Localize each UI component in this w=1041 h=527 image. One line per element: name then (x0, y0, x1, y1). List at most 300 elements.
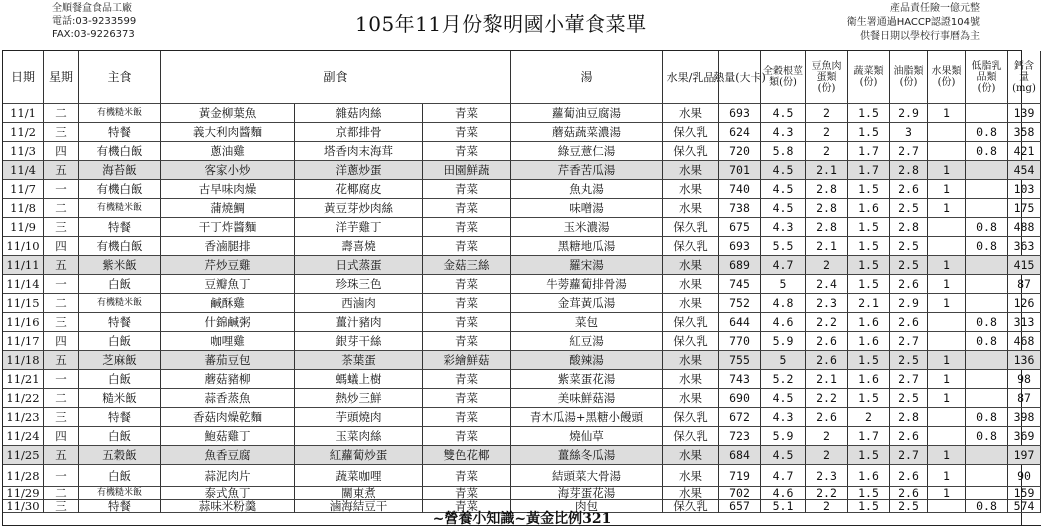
cell-calcium: 136 (1008, 351, 1041, 370)
cell-grain: 4.5 (761, 389, 806, 408)
cell-fruit: 水果 (663, 104, 719, 123)
cell-weekday: 五 (44, 351, 79, 370)
cell-milk: 0.8 (966, 427, 1008, 446)
cell-protein: 2.6 (806, 408, 848, 427)
cell-side-2: 雜菇肉絲 (295, 104, 423, 123)
cell-date: 11/2 (3, 123, 44, 142)
cell-kcal: 702 (719, 487, 761, 500)
cell-date: 11/28 (3, 465, 44, 487)
cell-side-1: 干丁炸醬麵 (161, 218, 295, 237)
cell-fruit-serving: 1 (928, 389, 966, 408)
cell-calcium: 87 (1008, 275, 1041, 294)
cell-kcal: 755 (719, 351, 761, 370)
cell-fruit: 水果 (663, 370, 719, 389)
cell-weekday: 一 (44, 180, 79, 199)
cell-milk: 0.8 (966, 123, 1008, 142)
cell-protein: 2 (806, 256, 848, 275)
note-insurance: 產品責任險一億元整 (890, 3, 980, 14)
cell-weekday: 三 (44, 408, 79, 427)
cell-side-1: 蒜味米粉羹 (161, 500, 295, 513)
cell-kcal: 693 (719, 104, 761, 123)
cell-soup: 綠豆薏仁湯 (511, 142, 663, 161)
header (0, 0, 1024, 50)
cell-protein: 2.2 (806, 389, 848, 408)
cell-main: 糙米飯 (79, 389, 161, 408)
cell-veg: 1.5 (848, 218, 890, 237)
col-header-protein: 豆魚肉蛋類(份) (806, 51, 848, 104)
cell-fruit: 水果 (663, 161, 719, 180)
cell-main: 芝麻飯 (79, 351, 161, 370)
cell-protein: 2.8 (806, 199, 848, 218)
cell-side-2: 洋蔥炒蛋 (295, 161, 423, 180)
cell-weekday: 一 (44, 370, 79, 389)
cell-fruit-serving: 1 (928, 294, 966, 313)
cell-milk: 0.8 (966, 408, 1008, 427)
cell-fruit: 水果 (663, 351, 719, 370)
cell-side-2: 黃豆芽炒肉絲 (295, 199, 423, 218)
col-header-soup: 湯 (511, 51, 663, 104)
cell-soup: 菜包 (511, 313, 663, 332)
col-header-weekday: 星期 (44, 51, 79, 104)
cell-date: 11/29 (3, 487, 44, 500)
cell-side-3: 青菜 (423, 104, 511, 123)
cell-soup: 肉包 (511, 500, 663, 513)
cell-date: 11/9 (3, 218, 44, 237)
company-fax: FAX:03-9226373 (52, 29, 135, 40)
cell-oil: 2.8 (890, 408, 928, 427)
cell-side-3: 青菜 (423, 500, 511, 513)
cell-soup: 芹香苦瓜湯 (511, 161, 663, 180)
cell-milk (966, 465, 1008, 487)
cell-fruit-serving (928, 427, 966, 446)
cell-side-2: 塔香肉末海茸 (295, 142, 423, 161)
cell-side-3: 青菜 (423, 142, 511, 161)
cell-soup: 海芽蛋花湯 (511, 487, 663, 500)
cell-protein: 2 (806, 123, 848, 142)
cell-grain: 4.6 (761, 313, 806, 332)
cell-side-3: 青菜 (423, 408, 511, 427)
cell-protein: 2.4 (806, 275, 848, 294)
col-header-fruit: 水果/乳品 (663, 51, 719, 104)
cell-soup: 紫菜蛋花湯 (511, 370, 663, 389)
cell-oil: 2.9 (890, 104, 928, 123)
cell-grain: 5.2 (761, 370, 806, 389)
cell-oil: 2.5 (890, 199, 928, 218)
cell-kcal: 701 (719, 161, 761, 180)
cell-side-3: 青菜 (423, 237, 511, 256)
cell-side-1: 豆瓣魚丁 (161, 275, 295, 294)
cell-kcal: 770 (719, 332, 761, 351)
cell-oil: 2.7 (890, 446, 928, 465)
cell-grain: 5.5 (761, 237, 806, 256)
cell-calcium: 398 (1008, 408, 1041, 427)
cell-veg: 1.6 (848, 370, 890, 389)
cell-date: 11/22 (3, 389, 44, 408)
cell-date: 11/17 (3, 332, 44, 351)
cell-veg: 1.5 (848, 104, 890, 123)
cell-main: 有機白飯 (79, 142, 161, 161)
cell-oil: 2.6 (890, 180, 928, 199)
cell-side-1: 蒲燒鯛 (161, 199, 295, 218)
cell-main: 白飯 (79, 465, 161, 487)
cell-grain: 5.8 (761, 142, 806, 161)
cell-side-2: 玉菜肉絲 (295, 427, 423, 446)
cell-calcium: 90 (1008, 465, 1041, 487)
cell-oil: 2.8 (890, 218, 928, 237)
col-header-main: 主食 (79, 51, 161, 104)
cell-date: 11/16 (3, 313, 44, 332)
cell-soup: 魚丸湯 (511, 180, 663, 199)
cell-weekday: 一 (44, 275, 79, 294)
company-name: 全順餐盒食品工廠 (52, 3, 132, 14)
cell-oil: 2.7 (890, 332, 928, 351)
cell-fruit: 保久乳 (663, 218, 719, 237)
cell-soup: 黑糖地瓜湯 (511, 237, 663, 256)
cell-fruit: 水果 (663, 446, 719, 465)
cell-main: 特餐 (79, 123, 161, 142)
cell-fruit-serving (928, 332, 966, 351)
cell-soup: 味噌湯 (511, 199, 663, 218)
cell-grain: 4.6 (761, 487, 806, 500)
cell-grain: 4.5 (761, 199, 806, 218)
cell-weekday: 五 (44, 446, 79, 465)
cell-milk (966, 294, 1008, 313)
notes (847, 2, 980, 44)
cell-calcium: 415 (1008, 256, 1041, 275)
cell-fruit: 水果 (663, 465, 719, 487)
cell-weekday: 二 (44, 199, 79, 218)
cell-veg: 1.5 (848, 123, 890, 142)
cell-weekday: 四 (44, 427, 79, 446)
note-schedule: 供餐日期以學校行事曆為主 (860, 31, 980, 42)
cell-grain: 5 (761, 275, 806, 294)
cell-side-3: 彩繪鮮菇 (423, 351, 511, 370)
cell-oil: 2.7 (890, 370, 928, 389)
cell-fruit: 保久乳 (663, 123, 719, 142)
cell-main: 白飯 (79, 370, 161, 389)
cell-veg: 1.7 (848, 142, 890, 161)
col-header-side: 副食 (161, 51, 511, 104)
col-header-veg: 蔬菜類(份) (848, 51, 890, 104)
cell-kcal: 723 (719, 427, 761, 446)
cell-fruit: 水果 (663, 389, 719, 408)
cell-veg: 1.6 (848, 313, 890, 332)
cell-veg: 1.6 (848, 199, 890, 218)
cell-milk (966, 199, 1008, 218)
cell-weekday: 四 (44, 332, 79, 351)
cell-date: 11/24 (3, 427, 44, 446)
cell-fruit: 保久乳 (663, 142, 719, 161)
cell-grain: 4.3 (761, 408, 806, 427)
cell-main: 海苔飯 (79, 161, 161, 180)
cell-calcium: 313 (1008, 313, 1041, 332)
cell-side-2: 壽喜燒 (295, 237, 423, 256)
cell-oil: 3 (890, 123, 928, 142)
cell-milk: 0.8 (966, 332, 1008, 351)
cell-kcal: 738 (719, 199, 761, 218)
cell-soup: 結頭菜大骨湯 (511, 465, 663, 487)
cell-date: 11/23 (3, 408, 44, 427)
cell-fruit-serving: 1 (928, 446, 966, 465)
cell-soup: 青木瓜湯+黑糖小饅頭 (511, 408, 663, 427)
cell-side-1: 古早味肉燥 (161, 180, 295, 199)
cell-oil: 2.6 (890, 427, 928, 446)
cell-side-3: 青菜 (423, 427, 511, 446)
cell-veg: 1.6 (848, 332, 890, 351)
cell-soup: 美味鮮菇湯 (511, 389, 663, 408)
cell-side-3: 青菜 (423, 275, 511, 294)
cell-side-1: 咖哩雞 (161, 332, 295, 351)
cell-kcal: 745 (719, 275, 761, 294)
cell-main: 有機糙米飯 (79, 104, 161, 123)
cell-milk: 0.8 (966, 313, 1008, 332)
note-haccp: 衛生署通過HACCP認證104號 (846, 17, 980, 28)
company-phone: 電話:03-9233599 (52, 16, 137, 27)
cell-weekday: 一 (44, 465, 79, 487)
cell-milk: 0.8 (966, 142, 1008, 161)
cell-oil: 2.5 (890, 237, 928, 256)
footer-tip: ~營養小知識~黃金比例321 (3, 513, 1041, 526)
cell-fruit: 保久乳 (663, 237, 719, 256)
cell-date: 11/8 (3, 199, 44, 218)
cell-protein: 2.3 (806, 294, 848, 313)
cell-protein: 2.6 (806, 351, 848, 370)
cell-side-2: 螞蟻上樹 (295, 370, 423, 389)
cell-veg: 2.1 (848, 294, 890, 313)
cell-date: 11/21 (3, 370, 44, 389)
cell-fruit: 保久乳 (663, 427, 719, 446)
cell-calcium: 363 (1008, 237, 1041, 256)
cell-weekday: 二 (44, 487, 79, 500)
cell-date: 11/10 (3, 237, 44, 256)
cell-oil: 2.5 (890, 256, 928, 275)
cell-milk (966, 446, 1008, 465)
cell-milk (966, 370, 1008, 389)
cell-fruit: 保久乳 (663, 500, 719, 513)
cell-milk (966, 161, 1008, 180)
cell-side-1: 鮑菇雞丁 (161, 427, 295, 446)
cell-fruit: 保久乳 (663, 408, 719, 427)
cell-side-1: 蘑菇豬柳 (161, 370, 295, 389)
cell-kcal: 689 (719, 256, 761, 275)
cell-milk: 0.8 (966, 218, 1008, 237)
cell-veg: 1.5 (848, 275, 890, 294)
cell-soup: 蘑菇蔬菜濃湯 (511, 123, 663, 142)
cell-oil: 2.6 (890, 313, 928, 332)
cell-side-3: 金菇三絲 (423, 256, 511, 275)
cell-calcium: 574 (1008, 500, 1041, 513)
cell-grain: 4.7 (761, 465, 806, 487)
cell-weekday: 三 (44, 218, 79, 237)
cell-side-2: 西滷肉 (295, 294, 423, 313)
cell-grain: 5 (761, 351, 806, 370)
cell-calcium: 358 (1008, 123, 1041, 142)
cell-fruit: 水果 (663, 180, 719, 199)
cell-side-2: 茶葉蛋 (295, 351, 423, 370)
cell-fruit-serving (928, 142, 966, 161)
cell-fruit-serving: 1 (928, 161, 966, 180)
cell-veg: 1.5 (848, 487, 890, 500)
cell-fruit-serving: 1 (928, 256, 966, 275)
cell-oil: 2.9 (890, 294, 928, 313)
cell-main: 有機糙米飯 (79, 487, 161, 500)
cell-main: 白飯 (79, 332, 161, 351)
cell-date: 11/11 (3, 256, 44, 275)
cell-fruit-serving (928, 237, 966, 256)
cell-side-2: 關東煮 (295, 487, 423, 500)
cell-main: 特餐 (79, 500, 161, 513)
cell-protein: 2.8 (806, 218, 848, 237)
cell-veg: 1.5 (848, 351, 890, 370)
cell-side-3: 青菜 (423, 370, 511, 389)
cell-date: 11/15 (3, 294, 44, 313)
cell-oil: 2.5 (890, 389, 928, 408)
cell-fruit-serving (928, 500, 966, 513)
cell-oil: 2.8 (890, 161, 928, 180)
cell-veg: 1.5 (848, 180, 890, 199)
cell-kcal: 690 (719, 389, 761, 408)
cell-date: 11/4 (3, 161, 44, 180)
cell-side-2: 熱炒三鮮 (295, 389, 423, 408)
cell-main: 白飯 (79, 275, 161, 294)
cell-protein: 2.3 (806, 465, 848, 487)
cell-calcium: 126 (1008, 294, 1041, 313)
cell-side-3: 雙色花椰 (423, 446, 511, 465)
cell-soup: 燒仙草 (511, 427, 663, 446)
cell-side-3: 青菜 (423, 332, 511, 351)
cell-fruit-serving: 1 (928, 180, 966, 199)
cell-weekday: 五 (44, 256, 79, 275)
cell-veg: 1.5 (848, 446, 890, 465)
cell-soup: 金茸黃瓜湯 (511, 294, 663, 313)
cell-calcium: 87 (1008, 389, 1041, 408)
cell-protein: 2 (806, 446, 848, 465)
cell-protein: 2.1 (806, 370, 848, 389)
cell-grain: 5.9 (761, 332, 806, 351)
cell-date: 11/14 (3, 275, 44, 294)
cell-side-2: 芋頭燒肉 (295, 408, 423, 427)
cell-side-1: 蕃茄豆包 (161, 351, 295, 370)
cell-fruit: 保久乳 (663, 313, 719, 332)
cell-date: 11/25 (3, 446, 44, 465)
cell-side-3: 青菜 (423, 294, 511, 313)
cell-fruit-serving: 1 (928, 104, 966, 123)
cell-fruit: 水果 (663, 275, 719, 294)
cell-side-3: 田園鮮蔬 (423, 161, 511, 180)
cell-oil: 2.6 (890, 275, 928, 294)
cell-date: 11/7 (3, 180, 44, 199)
cell-side-1: 魚香豆腐 (161, 446, 295, 465)
cell-calcium: 103 (1008, 180, 1041, 199)
cell-side-2: 珍珠三色 (295, 275, 423, 294)
cell-veg: 1.5 (848, 389, 890, 408)
cell-veg: 1.7 (848, 427, 890, 446)
cell-protein: 2 (806, 142, 848, 161)
cell-protein: 2.1 (806, 237, 848, 256)
cell-side-1: 什錦鹹粥 (161, 313, 295, 332)
cell-weekday: 二 (44, 294, 79, 313)
cell-soup: 紅豆湯 (511, 332, 663, 351)
cell-grain: 4.5 (761, 161, 806, 180)
cell-side-1: 蔥油雞 (161, 142, 295, 161)
cell-main: 有機白飯 (79, 180, 161, 199)
cell-protein: 2.8 (806, 180, 848, 199)
cell-side-3: 青菜 (423, 199, 511, 218)
cell-weekday: 四 (44, 237, 79, 256)
cell-fruit-serving: 1 (928, 370, 966, 389)
cell-date: 11/1 (3, 104, 44, 123)
cell-calcium: 488 (1008, 218, 1041, 237)
cell-protein: 2.1 (806, 161, 848, 180)
cell-oil: 2.7 (890, 142, 928, 161)
cell-veg: 1.7 (848, 161, 890, 180)
cell-weekday: 五 (44, 161, 79, 180)
cell-protein: 2 (806, 104, 848, 123)
cell-calcium: 98 (1008, 370, 1041, 389)
cell-soup: 酸辣湯 (511, 351, 663, 370)
cell-milk (966, 275, 1008, 294)
cell-veg: 1.5 (848, 237, 890, 256)
cell-milk (966, 180, 1008, 199)
cell-main: 有機白飯 (79, 237, 161, 256)
cell-side-2: 紅蘿蔔炒蛋 (295, 446, 423, 465)
cell-side-2: 銀芽干絲 (295, 332, 423, 351)
cell-protein: 2.2 (806, 487, 848, 500)
cell-main: 白飯 (79, 427, 161, 446)
cell-date: 11/18 (3, 351, 44, 370)
cell-grain: 4.5 (761, 446, 806, 465)
cell-protein: 2 (806, 427, 848, 446)
cell-side-3: 青菜 (423, 313, 511, 332)
cell-grain: 4.3 (761, 123, 806, 142)
cell-milk (966, 104, 1008, 123)
cell-soup: 牛蒡蘿蔔排骨湯 (511, 275, 663, 294)
cell-side-2: 蔬菜咖哩 (295, 465, 423, 487)
cell-date: 11/30 (3, 500, 44, 513)
cell-side-3: 青菜 (423, 123, 511, 142)
cell-main: 紫米飯 (79, 256, 161, 275)
cell-kcal: 657 (719, 500, 761, 513)
cell-main: 有機糙米飯 (79, 294, 161, 313)
cell-main: 特餐 (79, 408, 161, 427)
cell-side-1: 香滷腿排 (161, 237, 295, 256)
cell-side-1: 香菇肉燥乾麵 (161, 408, 295, 427)
cell-side-1: 蒜香蒸魚 (161, 389, 295, 408)
cell-protein: 2.6 (806, 332, 848, 351)
cell-fruit-serving (928, 218, 966, 237)
cell-grain: 4.7 (761, 256, 806, 275)
cell-soup: 蘿蔔油豆腐湯 (511, 104, 663, 123)
col-header-grain: 全穀根莖類(份) (761, 51, 806, 104)
col-header-kcal: 熱量(大卡) (719, 51, 761, 104)
cell-soup: 玉米濃湯 (511, 218, 663, 237)
cell-side-1: 鹹酥雞 (161, 294, 295, 313)
cell-side-3: 青菜 (423, 218, 511, 237)
col-header-fruit-serving: 水果類(份) (928, 51, 966, 104)
cell-kcal: 743 (719, 370, 761, 389)
cell-main: 有機糙米飯 (79, 199, 161, 218)
cell-kcal: 752 (719, 294, 761, 313)
cell-date: 11/3 (3, 142, 44, 161)
col-header-milk: 低脂乳品類(份) (966, 51, 1008, 104)
cell-oil: 2.6 (890, 487, 928, 500)
cell-weekday: 二 (44, 104, 79, 123)
cell-calcium: 175 (1008, 199, 1041, 218)
cell-kcal: 719 (719, 465, 761, 487)
cell-protein: 2 (806, 500, 848, 513)
cell-protein: 2.2 (806, 313, 848, 332)
cell-side-1: 芹炒豆雞 (161, 256, 295, 275)
